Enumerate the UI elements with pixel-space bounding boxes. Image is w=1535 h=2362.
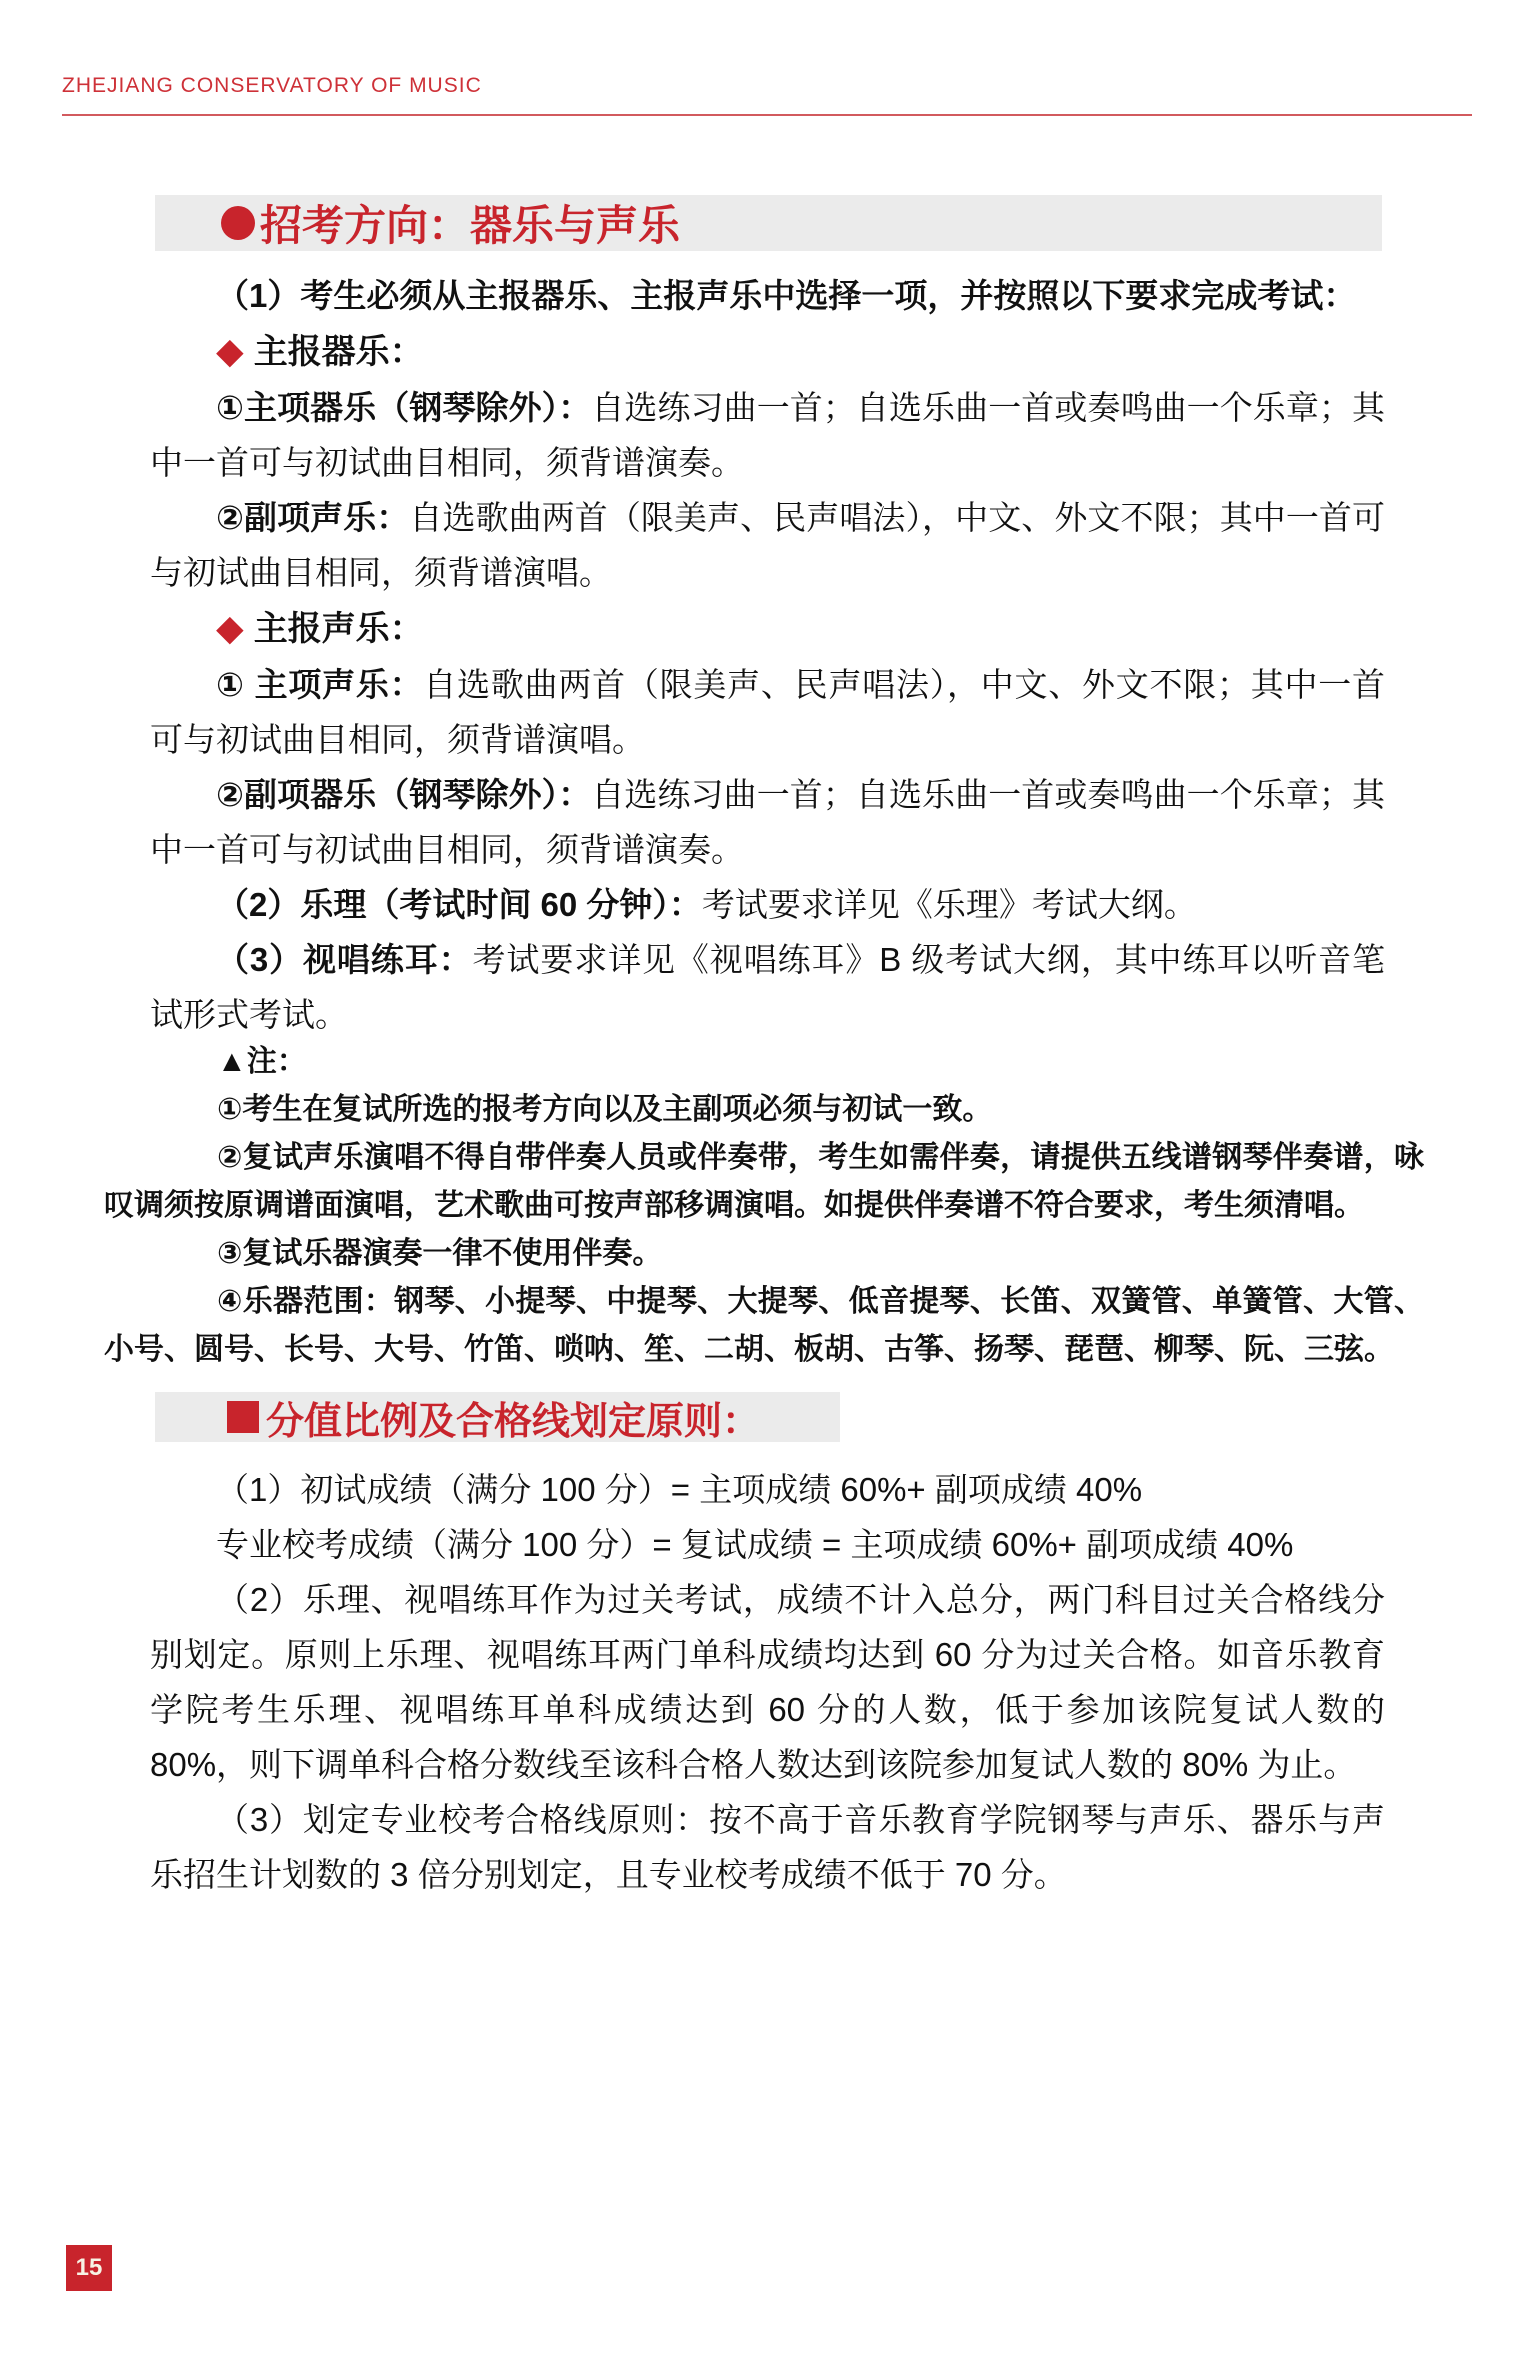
item-lead: ②副项声乐： xyxy=(216,499,410,536)
item-lead: （2）乐理（考试时间 60 分钟）： xyxy=(216,886,702,923)
subheading-main-instrumental xyxy=(150,323,1385,380)
section1-body xyxy=(150,268,1385,1042)
item-lead: （3）视唱练耳： xyxy=(216,941,473,978)
section1-banner xyxy=(155,195,1382,251)
brand-text: ZHEJIANG CONSERVATORY OF MUSIC xyxy=(62,74,482,97)
intro-text: （1）考生必须从主报器乐、主报声乐中选择一项，并按照以下要求完成考试： xyxy=(216,277,1357,314)
subheading-label: 主报器乐： xyxy=(253,333,424,371)
exam-requirement-item xyxy=(150,657,1385,767)
item-lead: ②副项器乐（钢琴除外）： xyxy=(216,776,592,813)
note-item: ③复试乐器演奏一律不使用伴奏。 xyxy=(217,1237,663,1270)
header-rule xyxy=(62,114,1472,116)
score-rule-paragraph: （3）划定专业校考合格线原则：按不高于音乐教育学院钢琴与声乐、器乐与声乐招生计划数的 3 倍分别划定，且专业校考成绩不低于 70 分。 xyxy=(150,1801,1385,1893)
section2-body xyxy=(150,1462,1385,1902)
note-item: ④乐器范围：钢琴、小提琴、中提琴、大提琴、低音提琴、长笛、双簧管、单簧管、大管、小号、圆号、长号、大号、竹笛、唢呐、笙、二胡、板胡、古筝、扬琴、琵琶、柳琴、阮、三弦。 xyxy=(104,1285,1424,1366)
exam-requirement-item xyxy=(150,490,1385,600)
exam-requirement-item xyxy=(150,767,1385,877)
score-rule-paragraph: 专业校考成绩（满分 100 分）= 复试成绩 = 主项成绩 60%+ 副项成绩 40% xyxy=(216,1526,1294,1563)
diamond-icon: ◆ xyxy=(216,607,244,648)
notes-title: ▲注： xyxy=(217,1045,307,1078)
diamond-icon: ◆ xyxy=(216,330,244,371)
subheading-main-vocal xyxy=(150,600,1385,657)
intro-paragraph xyxy=(150,268,1385,323)
item-text: 自选练习曲一首；自选乐曲一首或奏鸣曲一个乐章；其中一首可与初试曲目相同，须背谱演奏。 xyxy=(150,776,1386,868)
item-lead: ①主项器乐（钢琴除外）： xyxy=(216,389,592,426)
item-text: 考试要求详见《乐理》考试大纲。 xyxy=(701,886,1197,923)
item-text: 自选歌曲两首（限美声、民声唱法），中文、外文不限；其中一首可与初试曲目相同，须背谱演唱。 xyxy=(150,666,1386,758)
score-rule-paragraph: （2）乐理、视唱练耳作为过关考试，成绩不计入总分，两门科目过关合格线分别划定。原则上乐理、视唱练耳两门单科成绩均达到 60 分为过关合格。如音乐教育学院考生乐理、视唱练耳单科成绩达到 60 分的人数，低于参加该院复试人数的 80%，则下调单科合格分数线至该科合格人数达到该院参加复试人数的 80% 为止。 xyxy=(150,1581,1385,1783)
exam-requirement-item xyxy=(150,380,1385,490)
item-text: 考试要求详见《视唱练耳》B 级考试大纲，其中练耳以听音笔试形式考试。 xyxy=(150,941,1385,1033)
item-text: 自选练习曲一首；自选乐曲一首或奏鸣曲一个乐章；其中一首可与初试曲目相同，须背谱演奏。 xyxy=(150,389,1386,481)
square-bullet-icon xyxy=(227,1401,259,1433)
notes-block xyxy=(104,1038,1424,1374)
circle-bullet-icon xyxy=(221,206,255,240)
section1-title: 招考方向：器乐与声乐 xyxy=(260,202,681,249)
section2-banner xyxy=(155,1392,840,1442)
subheading-label: 主报声乐： xyxy=(253,610,424,648)
note-item: ②复试声乐演唱不得自带伴奏人员或伴奏带，考生如需伴奏，请提供五线谱钢琴伴奏谱，咏叹调须按原调谱面演唱，艺术歌曲可按声部移调演唱。如提供伴奏谱不符合要求，考生须清唱。 xyxy=(104,1141,1424,1222)
score-rule-paragraph: （1）初试成绩（满分 100 分）= 主项成绩 60%+ 副项成绩 40% xyxy=(216,1471,1143,1508)
exam-requirement-item xyxy=(150,932,1385,1042)
item-text: 自选歌曲两首（限美声、民声唱法），中文、外文不限；其中一首可与初试曲目相同，须背谱演唱。 xyxy=(150,499,1386,591)
page-number-badge: 15 xyxy=(66,2245,112,2291)
note-item: ①考生在复试所选的报考方向以及主副项必须与初试一致。 xyxy=(217,1093,993,1126)
exam-requirement-item xyxy=(150,877,1385,932)
item-lead: ① 主项声乐： xyxy=(216,666,424,703)
section2-title: 分值比例及合格线划定原则： xyxy=(266,1400,761,1443)
